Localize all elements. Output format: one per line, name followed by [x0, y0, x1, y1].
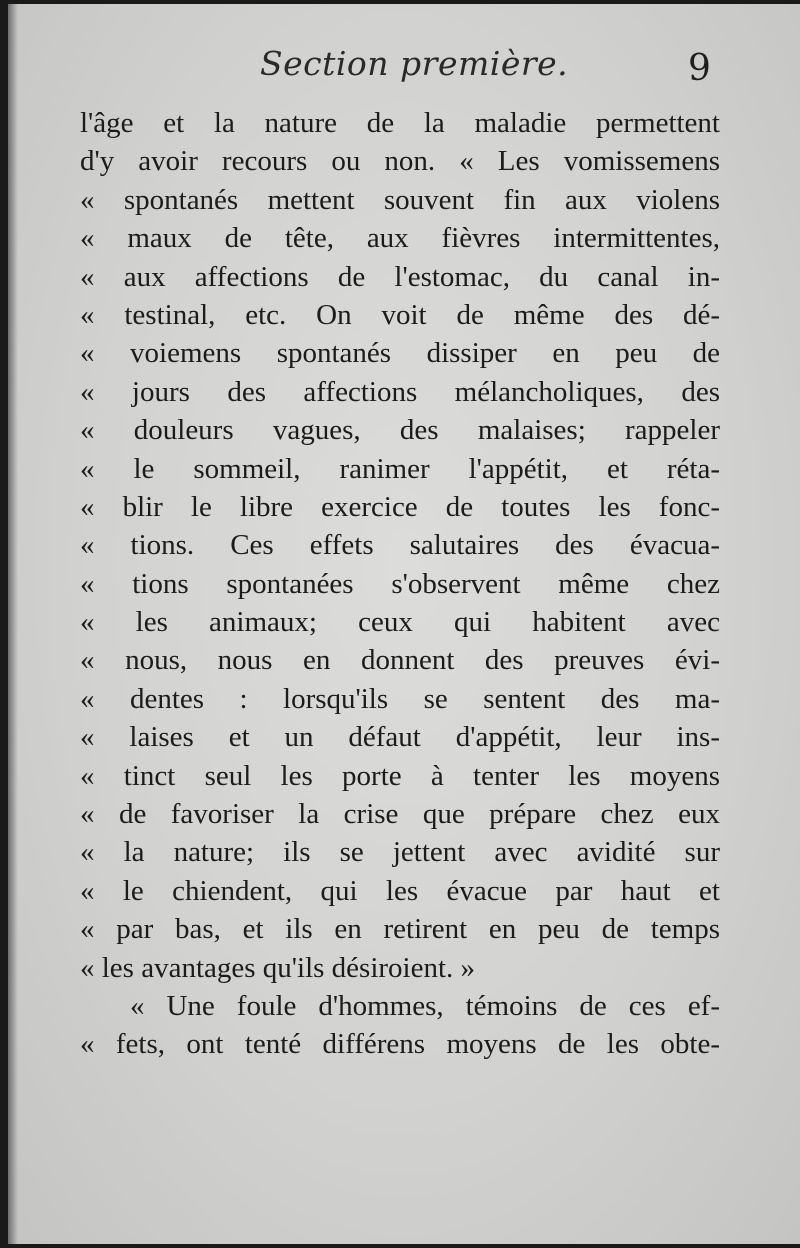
text-line: « blir le libre exercice de toutes les fonc- — [80, 490, 720, 523]
text-line: « par bas, et ils en retirent en peu de temps — [80, 913, 720, 946]
text-line: « les animaux; ceux qui habitent avec — [80, 606, 720, 639]
page-shadow-edge — [8, 4, 18, 1244]
text-line: « fets, ont tenté différens moyens de les obte- — [80, 1028, 720, 1061]
text-line: « voiemens spontanés dissiper en peu de — [80, 337, 720, 370]
text-line: « tinct seul les porte à tenter les moyens — [80, 759, 720, 792]
text-line: « aux affections de l'estomac, du canal in- — [80, 260, 720, 293]
paragraph-first-line: « Une foule d'hommes, témoins de ces ef- — [130, 989, 720, 1022]
page-number: 9 — [688, 48, 711, 89]
text-line: « testinal, etc. On voit de même des dé- — [80, 298, 720, 331]
text-line: « de favoriser la crise que prépare chez eux — [80, 798, 720, 831]
text-line: « le sommeil, ranimer l'appétit, et réta- — [80, 452, 720, 485]
running-title: Section première. — [260, 44, 569, 83]
body-text — [80, 104, 720, 1064]
text-line: « la nature; ils se jettent avec avidité sur — [80, 836, 720, 869]
text-line: l'âge et la nature de la maladie permettent — [80, 107, 720, 139]
running-head — [8, 44, 800, 94]
text-line: « jours des affections mélancholiques, des — [80, 375, 720, 408]
book-page — [8, 4, 800, 1244]
text-line: « maux de tête, aux fièvres intermittentes, — [80, 222, 720, 255]
text-line: « dentes : lorsqu'ils se sentent des ma- — [80, 682, 720, 715]
text-line: « tions. Ces effets salutaires des évacua- — [80, 529, 720, 562]
text-line: « douleurs vagues, des malaises; rappeler — [80, 414, 720, 447]
text-line: d'y avoir recours ou non. « Les vomissemens — [80, 145, 720, 178]
text-line: « laises et un défaut d'appétit, leur ins- — [80, 721, 720, 754]
text-line: « spontanés mettent souvent fin aux violens — [80, 183, 720, 216]
text-line: « les avantages qu'ils désiroient. » — [80, 951, 476, 984]
text-line: « le chiendent, qui les évacue par haut et — [80, 874, 720, 907]
text-line: « tions spontanées s'observent même chez — [80, 567, 720, 600]
text-line: « nous, nous en donnent des preuves évi- — [80, 644, 720, 677]
